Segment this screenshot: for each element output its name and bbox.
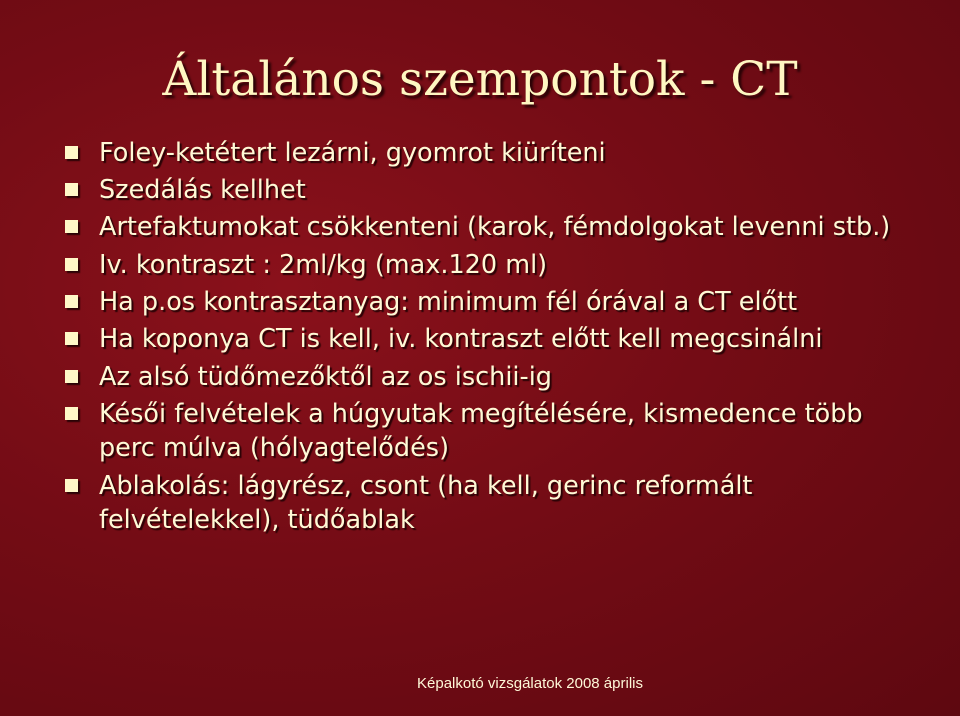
bullet-item	[64, 397, 924, 465]
bullet-item	[64, 360, 924, 394]
slide-title: Általános szempontok - CT	[162, 52, 798, 107]
bullet-text: Ablakolás: lágyrész, csont (ha kell, gerinc reformált felvételekkel), tüdőablak	[99, 471, 753, 535]
bullet-item	[64, 210, 924, 244]
bullet-item	[64, 322, 924, 356]
bullet-text: Késői felvételek a húgyutak megítélésére, kismedence több perc múlva (hólyagtelődés)	[99, 399, 863, 463]
bullet-list	[64, 136, 924, 540]
bullet-item	[64, 248, 924, 282]
bullet-item	[64, 285, 924, 319]
bullet-item	[64, 136, 924, 170]
slide-footer: Képalkotó vizsgálatok 2008 április	[417, 675, 643, 692]
bullet-text: Ha koponya CT is kell, iv. kontraszt előtt kell megcsinálni	[99, 324, 823, 354]
square-bullet-icon	[65, 479, 78, 492]
bullet-item	[64, 469, 924, 537]
bullet-text: Iv. kontraszt : 2ml/kg (max.120 ml)	[99, 250, 548, 280]
square-bullet-icon	[65, 295, 78, 308]
square-bullet-icon	[65, 258, 78, 271]
square-bullet-icon	[65, 146, 78, 159]
square-bullet-icon	[65, 220, 78, 233]
bullet-text: Artefaktumokat csökkenteni (karok, fémdolgokat levenni stb.)	[99, 212, 891, 242]
bullet-text: Szedálás kellhet	[99, 175, 306, 205]
square-bullet-icon	[65, 183, 78, 196]
square-bullet-icon	[65, 407, 78, 420]
bullet-text: Foley-ketétert lezárni, gyomrot kiüríteni	[99, 138, 606, 168]
bullet-item	[64, 173, 924, 207]
bullet-text: Az alsó tüdőmezőktől az os ischii-ig	[99, 362, 552, 392]
square-bullet-icon	[65, 370, 78, 383]
bullet-text: Ha p.os kontrasztanyag: minimum fél órával a CT előtt	[99, 287, 798, 317]
square-bullet-icon	[65, 332, 78, 345]
